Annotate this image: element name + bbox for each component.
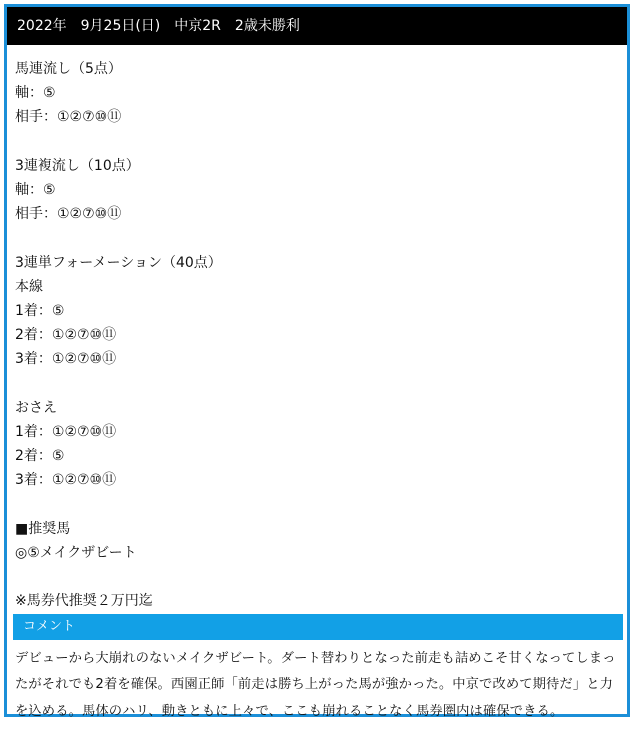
backup-label: おさえ [15,399,57,416]
third-place: 3着：①②⑦⑩⑪ [15,351,117,368]
recommended-horse: ◎⑤メイクザビート [15,545,137,561]
budget-note-block [15,589,619,613]
bet-type-label: 3連複流し（10点） [15,157,140,174]
umaren-block [15,57,619,130]
race-title: 2022年 9月25日(日) 中京2R 2歳未勝利 [7,7,627,45]
second-place: 2着：⑤ [15,448,65,465]
prediction-card [4,4,630,717]
partner-horses: 相手：①②⑦⑩⑪ [15,109,122,126]
partner-horses: 相手：①②⑦⑩⑪ [15,206,122,223]
comment-line: を込める。馬体のハリ、動きともに上々で、ここも崩れることなく馬券圏内は確保できる。 [15,703,564,719]
comment-header: コメント [13,614,623,640]
comment-line: デビューから大崩れのないメイクザビート。ダート替わりとなった前走も詰めこそ甘くなってしまっ [15,650,616,666]
sanrentan-main-block [15,251,619,372]
sanrenpuku-block [15,154,619,227]
bet-type-label: 馬連流し（5点） [15,61,122,77]
first-place: 1着：①②⑦⑩⑪ [15,424,117,440]
axis-horse: 軸：⑤ [15,85,56,102]
recommended-horse-block [15,517,619,565]
main-line-label: 本線 [15,278,43,295]
third-place: 3着：①②⑦⑩⑪ [15,472,117,489]
sanrentan-backup-block [15,396,619,493]
bet-type-label: 3連単フォーメーション（40点） [15,254,222,271]
first-place: 1着：⑤ [15,303,65,319]
bets-section [7,45,627,614]
second-place: 2着：①②⑦⑩⑪ [15,327,117,344]
budget-note: ※馬券代推奨２万円迄 [15,593,153,610]
comment-body [7,640,627,726]
comment-line: たがそれでも2着を確保。西園正師「前走は勝ち上がった馬が強かった。中京で改めて期待だ」と力 [15,677,614,693]
axis-horse: 軸：⑤ [15,182,56,198]
recommended-label: ■推奨馬 [15,520,71,537]
